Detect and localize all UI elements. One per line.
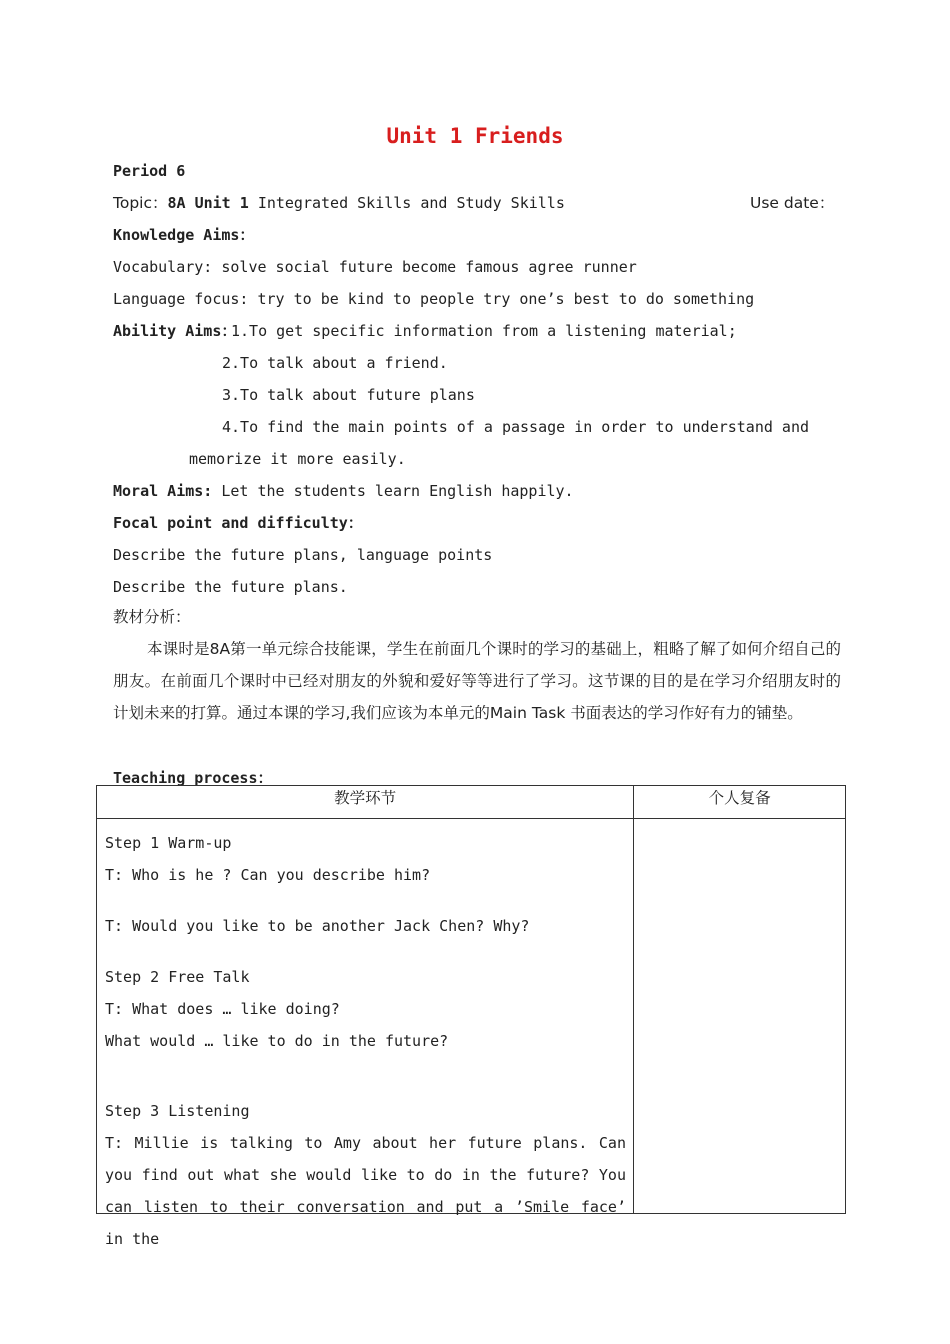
- table-header-steps: 教学环节: [97, 786, 634, 819]
- ability-aim-3: 3.To talk about future plans: [222, 386, 475, 404]
- topic-unit: 8A Unit 1: [167, 194, 249, 212]
- table-header-row: [97, 786, 846, 819]
- topic-label: Topic：: [113, 194, 168, 212]
- moral-aims-heading: Moral Aims:: [113, 482, 213, 500]
- ability-aims-heading: Ability Aims：: [113, 322, 237, 340]
- period-label: Period 6: [113, 162, 186, 180]
- teaching-process-table: [96, 785, 846, 1248]
- question-5: T: Millie is talking to Amy about her future plans. Can you find out what she would like to do in the future? You can listen to their conversation and put a ’Smile face’ in the: [105, 1134, 626, 1248]
- ability-aim-2: 2.To talk about a friend.: [222, 354, 448, 372]
- ability-aim-4: 4.To find the main points of a passage in order to understand and: [222, 418, 809, 436]
- moral-aims-line: [113, 481, 574, 501]
- table-cell-notes: [634, 819, 846, 1214]
- question-4: What would … like to do in the future?: [105, 1032, 449, 1050]
- question-2: T: Would you like to be another Jack Chen? Why?: [105, 917, 530, 935]
- ability-aim-4-continued: memorize it more easily.: [189, 450, 406, 468]
- moral-aims-text: Let the students learn English happily.: [221, 482, 574, 500]
- step2-line: Step 2 Free Talk: [105, 968, 250, 986]
- step3-line: Step 3 Listening: [105, 1102, 250, 1120]
- focal-heading: Focal point and difficulty：: [113, 514, 363, 532]
- question-3: T: What does … like doing?: [105, 1000, 340, 1018]
- focal-line-1: Describe the future plans, language points: [113, 546, 493, 564]
- table-header-notes: 个人复备: [634, 786, 846, 819]
- document-title: Unit 1 Friends: [386, 124, 564, 148]
- table-row: [97, 819, 846, 1214]
- topic-line: [113, 193, 565, 213]
- ability-aim-1: 1.To get specific information from a listening material;: [231, 322, 737, 340]
- use-date: Use date：: [750, 194, 835, 212]
- question-1: T: Who is he ? Can you describe him?: [105, 866, 431, 884]
- knowledge-aims-heading: Knowledge Aims：: [113, 226, 255, 244]
- focal-line-2: Describe the future plans.: [113, 578, 348, 596]
- topic-text: Integrated Skills and Study Skills: [257, 194, 565, 212]
- language-focus-line: Language focus: try to be kind to people try one’s best to do something: [113, 290, 755, 308]
- vocabulary-line: Vocabulary: solve social future become famous agree runner: [113, 258, 637, 276]
- teaching-process-heading: Teaching process：: [113, 769, 273, 787]
- table-cell-steps: [97, 819, 634, 1248]
- step1-line: Step 1 Warm-up: [105, 834, 232, 852]
- analysis-paragraph: 本课时是8A第一单元综合技能课，学生在前面几个课时的学习的基础上，粗略了解了如何介绍自己的朋友。在前面几个课时中已经对朋友的外貌和爱好等等进行了学习。这节课的目的是在学习介绍朋友时的计划未来的打算。通过本课的学习,我们应该为本单元的Main Task 书面表达的学习作好有力的铺垫。: [113, 640, 841, 722]
- analysis-heading: 教材分析：: [113, 608, 191, 626]
